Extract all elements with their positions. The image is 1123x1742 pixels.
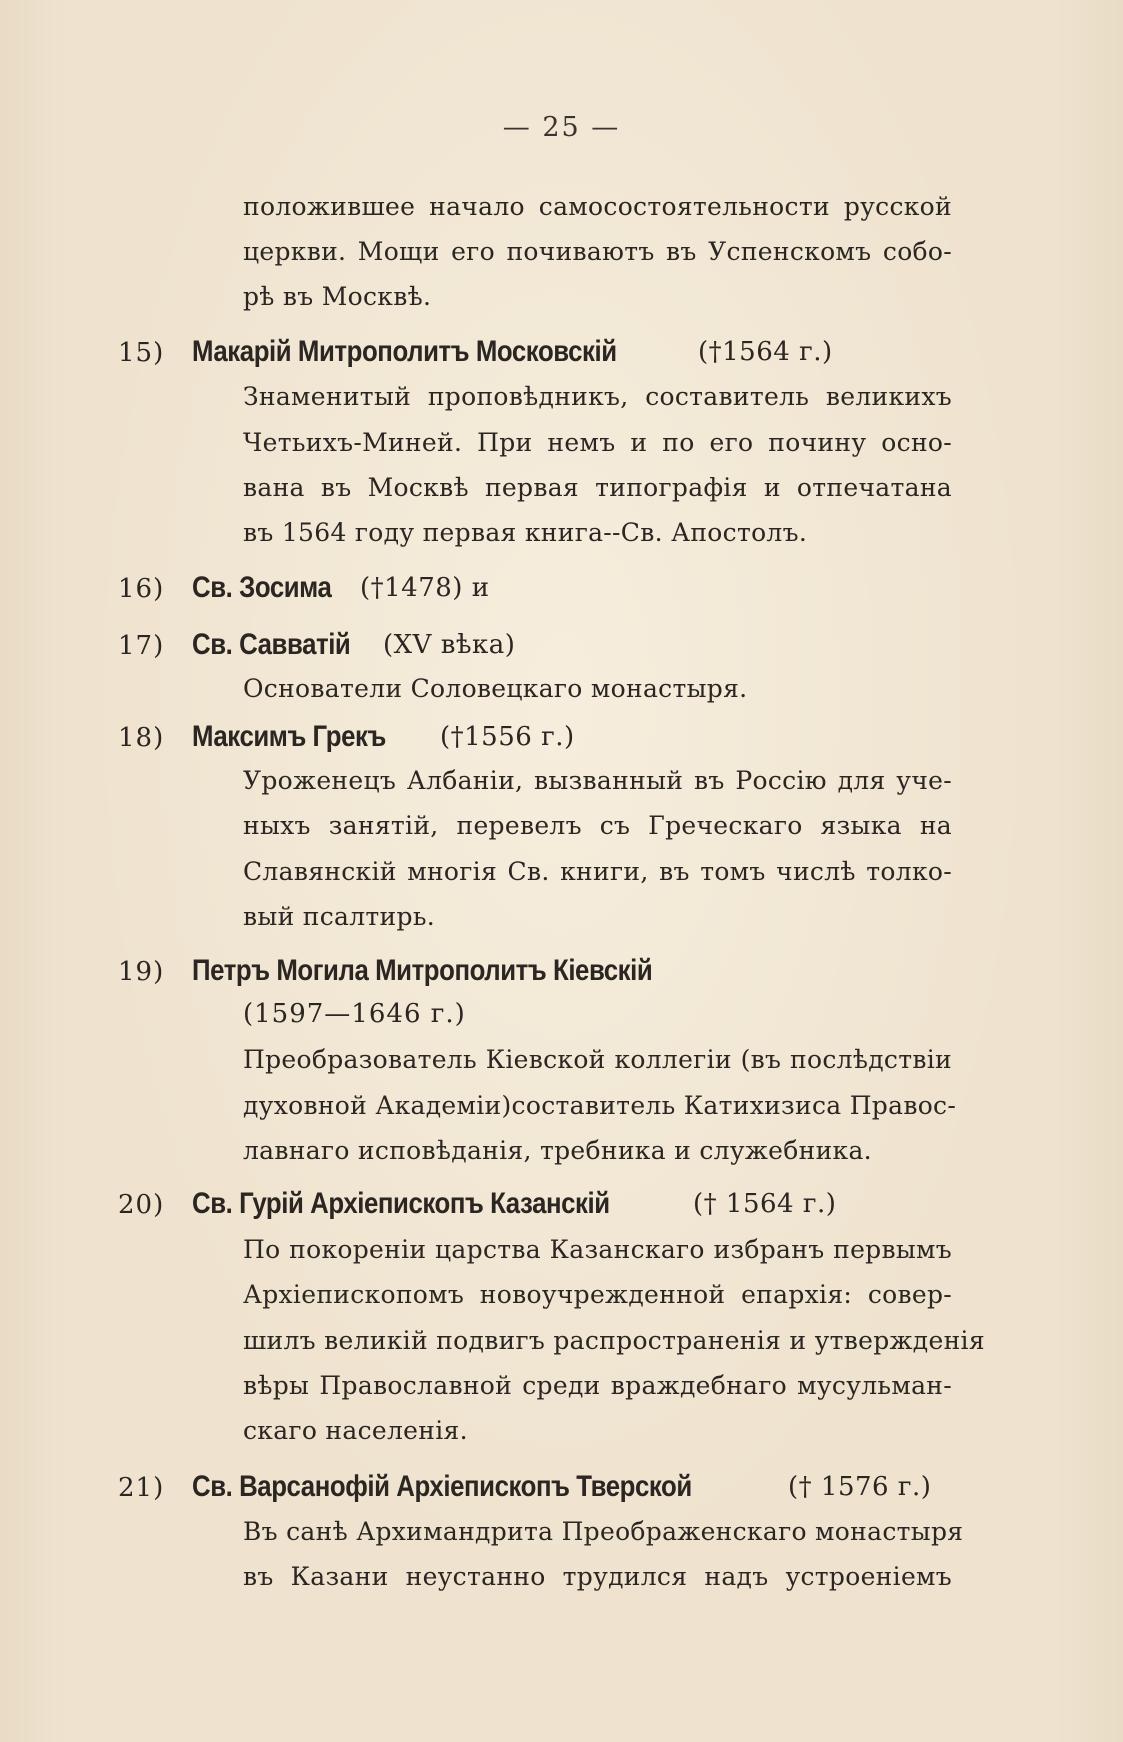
entry-number: 15) bbox=[118, 338, 165, 368]
entry-name: Св. Зосима bbox=[192, 571, 332, 604]
text-line: лавнаго исповѣданія, требника и служебника. bbox=[243, 1136, 872, 1165]
text-line: Архіепископомъ новоучрежденной епархія: совер- bbox=[243, 1280, 952, 1309]
entry-number: 16) bbox=[118, 574, 165, 604]
entry-dates: (1597—1646 г.) bbox=[243, 999, 466, 1029]
entry-name: Св. Варсанофій Архіепископъ Тверской bbox=[192, 1470, 692, 1503]
entry-dates: (†1478) и bbox=[360, 573, 490, 603]
text-line: въ 1564 году первая книга--Св. Апостолъ. bbox=[243, 518, 808, 547]
entry-number: 20) bbox=[118, 1190, 165, 1220]
text-line: Преобразователь Кіевской коллегіи (въ послѣдствіи bbox=[243, 1045, 952, 1074]
entry-number: 17) bbox=[118, 631, 165, 661]
text-line: Основатели Соловецкаго монастыря. bbox=[243, 674, 748, 703]
text-line: рѣ въ Москвѣ. bbox=[243, 282, 432, 311]
text-line: Знаменитый проповѣдникъ, составитель великихъ bbox=[243, 382, 952, 411]
entry-heading bbox=[118, 719, 575, 756]
entry-name: Петръ Могила Митрополитъ Кіевскій bbox=[192, 954, 653, 987]
entry-name: Макарій Митрополитъ Московскій bbox=[192, 335, 617, 368]
entry-dates: (XV вѣка) bbox=[383, 630, 516, 660]
text-line: вана въ Москвѣ первая типографія и отпечатана bbox=[243, 473, 952, 502]
text-line: скаго населенія. bbox=[243, 1416, 468, 1445]
page-number: — 25 — bbox=[502, 112, 621, 143]
entry-heading bbox=[118, 627, 516, 664]
entry-heading bbox=[118, 1186, 837, 1223]
entry-dates: († 1564 г.) bbox=[693, 1189, 837, 1219]
entry-heading bbox=[118, 570, 490, 607]
text-line: положившее начало самосостоятельности русской bbox=[243, 192, 952, 221]
entry-number: 19) bbox=[118, 957, 165, 987]
entry-number: 18) bbox=[118, 723, 165, 753]
text-line: шилъ великій подвигъ распространенія и утвержденія bbox=[243, 1326, 985, 1355]
text-line: Славянскій многія Св. книги, въ томъ числѣ толко- bbox=[243, 857, 952, 886]
text-line: въ Казани неустанно трудился надъ устроеніемъ bbox=[243, 1562, 952, 1591]
entry-heading bbox=[118, 334, 833, 371]
text-line: ныхъ занятій, перевелъ съ Греческаго языка на bbox=[243, 811, 952, 840]
entry-dates: (†1564 г.) bbox=[698, 337, 833, 367]
entry-dates: († 1576 г.) bbox=[788, 1472, 932, 1502]
text-line: духовной Академіи)составитель Катихизиса Правос- bbox=[243, 1091, 957, 1120]
entry-number: 21) bbox=[118, 1473, 165, 1503]
text-line: По покореніи царства Казанскаго избранъ первымъ bbox=[243, 1235, 952, 1264]
text-line: церкви. Мощи его почиваютъ въ Успенскомъ собо- bbox=[243, 237, 952, 266]
text-line: Четьихъ-Миней. При немъ и по его почину осно- bbox=[243, 428, 952, 457]
entry-dates: (†1556 г.) bbox=[440, 722, 575, 752]
text-line: Уроженецъ Албаніи, вызванный въ Россію для уче- bbox=[243, 766, 952, 795]
text-line: вый псалтирь. bbox=[243, 902, 435, 931]
entry-name: Максимъ Грекъ bbox=[192, 720, 386, 753]
entry-name: Св. Савватій bbox=[192, 628, 351, 661]
entry-name: Св. Гурій Архіепископъ Казанскій bbox=[192, 1187, 610, 1220]
entry-heading bbox=[118, 1469, 932, 1506]
entry-heading bbox=[118, 953, 727, 990]
text-line: вѣры Православной среди враждебнаго мусульман- bbox=[243, 1371, 952, 1400]
text-line: Въ санѣ Архимандрита Преображенскаго монастыря bbox=[243, 1517, 964, 1546]
